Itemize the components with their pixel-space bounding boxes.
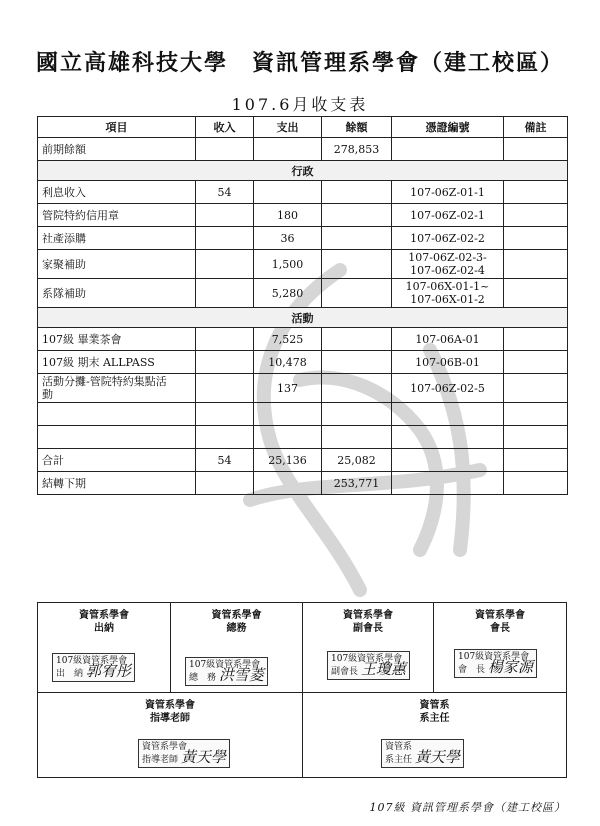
item-line-1: 活動分攤-管院特約集點活 bbox=[42, 375, 167, 388]
cell-item: 系隊補助 bbox=[38, 279, 196, 308]
document-title: 國立高雄科技大學 資訊管理系學會（建工校區） bbox=[35, 50, 564, 76]
signature-role: 總務 bbox=[226, 623, 247, 634]
voucher-line-1: 107-06X-01-1~ bbox=[405, 280, 490, 293]
signature-role: 副會長 bbox=[353, 623, 383, 634]
column-header-voucher: 憑證編號 bbox=[392, 117, 504, 138]
signature-org: 資管系學會 bbox=[145, 700, 195, 711]
signature-org: 資管系 bbox=[419, 700, 450, 711]
signature-advisor bbox=[38, 693, 303, 777]
cell-item: 107級 畢業茶會 bbox=[38, 328, 196, 351]
table-row bbox=[38, 227, 568, 250]
signature-role: 出納 bbox=[94, 623, 114, 634]
cell-voucher: 107-06Z-01-1 bbox=[392, 181, 504, 204]
table-row bbox=[38, 328, 568, 351]
voucher-line-1: 107-06Z-02-3- bbox=[408, 251, 487, 264]
table-row-empty bbox=[38, 426, 568, 449]
cell-expense: 7,525 bbox=[254, 328, 322, 351]
table-row-opening bbox=[38, 138, 568, 161]
cell-item: 107級 期末 ALLPASS bbox=[38, 351, 196, 374]
table-row-carry bbox=[38, 472, 568, 495]
vice-president-stamp bbox=[327, 651, 410, 680]
section-label: 活動 bbox=[38, 308, 568, 328]
cashier-stamp bbox=[52, 653, 135, 682]
table-row bbox=[38, 250, 568, 279]
signature-org: 資管系學會 bbox=[79, 610, 129, 621]
cell-item: 管院特約信用章 bbox=[38, 204, 196, 227]
table-row bbox=[38, 204, 568, 227]
cell-balance: 25,082 bbox=[322, 449, 392, 472]
stamp-text: 107級資管系學會 bbox=[331, 654, 403, 664]
column-header-expense: 支出 bbox=[254, 117, 322, 138]
signature-general-affairs bbox=[171, 603, 303, 693]
general-affairs-stamp bbox=[185, 657, 268, 686]
signature-president bbox=[434, 603, 566, 693]
cell-voucher: 107-06Z-02-2 bbox=[392, 227, 504, 250]
footer-handwritten-note: 107級 資訊管理系學會（建工校區） bbox=[369, 801, 566, 814]
stamp-text: 資管系學會 bbox=[142, 742, 188, 752]
stamp-text: 會 長 bbox=[458, 665, 486, 675]
stamp-text: 副會長 bbox=[331, 667, 359, 677]
handwritten-signature: 郭宥彤 bbox=[85, 662, 131, 680]
section-row-admin bbox=[38, 161, 568, 181]
cell-item: 社產添購 bbox=[38, 227, 196, 250]
cell-voucher bbox=[392, 250, 504, 279]
table-row-total bbox=[38, 449, 568, 472]
table-row bbox=[38, 351, 568, 374]
column-header-income: 收入 bbox=[196, 117, 254, 138]
signature-role: 會長 bbox=[490, 623, 510, 634]
handwritten-signature: 王瓊蕙 bbox=[360, 660, 406, 678]
ledger-table bbox=[37, 116, 568, 495]
handwritten-signature: 黃天學 bbox=[180, 748, 226, 766]
cell-expense: 5,280 bbox=[254, 279, 322, 308]
cell-expense: 1,500 bbox=[254, 250, 322, 279]
table-row bbox=[38, 279, 568, 308]
handwritten-signature: 黃天學 bbox=[414, 748, 460, 766]
cell-item: 利息收入 bbox=[38, 181, 196, 204]
cell-voucher: 107-06A-01 bbox=[392, 328, 504, 351]
cell-expense: 25,136 bbox=[254, 449, 322, 472]
table-row bbox=[38, 181, 568, 204]
stamp-text: 107級資管系學會 bbox=[56, 656, 128, 666]
cell-expense: 36 bbox=[254, 227, 322, 250]
stamp-text: 資管系 bbox=[385, 742, 413, 752]
stamp-text: 系主任 bbox=[385, 755, 413, 765]
voucher-line-2: 107-06Z-02-4 bbox=[410, 264, 485, 277]
signature-role: 系主任 bbox=[419, 713, 450, 724]
table-header-row bbox=[38, 117, 568, 138]
cell-balance: 278,853 bbox=[322, 138, 392, 161]
cell-voucher: 107-06B-01 bbox=[392, 351, 504, 374]
chair-stamp bbox=[381, 739, 464, 768]
signature-chair bbox=[303, 693, 566, 777]
cell-item: 合計 bbox=[38, 449, 196, 472]
cell-income: 54 bbox=[196, 181, 254, 204]
document-subtitle: 107.6月收支表 bbox=[231, 95, 369, 114]
cell-voucher: 107-06Z-02-1 bbox=[392, 204, 504, 227]
signature-block bbox=[37, 602, 567, 778]
cell-balance: 253,771 bbox=[322, 472, 392, 495]
cell-expense: 137 bbox=[254, 374, 322, 403]
cell-item bbox=[38, 374, 196, 403]
cell-item: 前期餘額 bbox=[38, 138, 196, 161]
stamp-text: 107級資管系學會 bbox=[458, 652, 530, 662]
signature-org: 資管系學會 bbox=[211, 610, 262, 621]
stamp-text: 指導老師 bbox=[142, 755, 179, 765]
signature-cashier bbox=[38, 603, 171, 693]
column-header-item: 項目 bbox=[38, 117, 196, 138]
cell-expense bbox=[254, 181, 322, 204]
cell-item: 結轉下期 bbox=[38, 472, 196, 495]
section-row-activity bbox=[38, 308, 568, 328]
signature-role: 指導老師 bbox=[150, 713, 190, 724]
advisor-stamp bbox=[138, 739, 230, 768]
cell-expense: 180 bbox=[254, 204, 322, 227]
item-line-2: 動 bbox=[42, 388, 53, 401]
column-header-remarks: 備註 bbox=[504, 117, 568, 138]
stamp-text: 總 務 bbox=[189, 673, 217, 683]
handwritten-signature: 洪雪菱 bbox=[218, 666, 264, 684]
cell-voucher: 107-06Z-02-5 bbox=[392, 374, 504, 403]
cell-voucher bbox=[392, 279, 504, 308]
stamp-text: 出 納 bbox=[56, 669, 84, 679]
president-stamp bbox=[454, 649, 537, 678]
handwritten-signature: 楊家源 bbox=[487, 658, 533, 676]
signature-vice-president bbox=[303, 603, 434, 693]
section-label: 行政 bbox=[38, 161, 568, 181]
table-row-empty bbox=[38, 403, 568, 426]
signature-org: 資管系學會 bbox=[343, 610, 393, 621]
column-header-balance: 餘額 bbox=[322, 117, 392, 138]
cell-expense: 10,478 bbox=[254, 351, 322, 374]
voucher-line-2: 107-06X-01-2 bbox=[410, 293, 485, 306]
table-row bbox=[38, 374, 568, 403]
cell-income: 54 bbox=[196, 449, 254, 472]
stamp-text: 107級資管系學會 bbox=[189, 660, 261, 670]
cell-item: 家聚補助 bbox=[38, 250, 196, 279]
signature-org: 資管系學會 bbox=[475, 610, 525, 621]
